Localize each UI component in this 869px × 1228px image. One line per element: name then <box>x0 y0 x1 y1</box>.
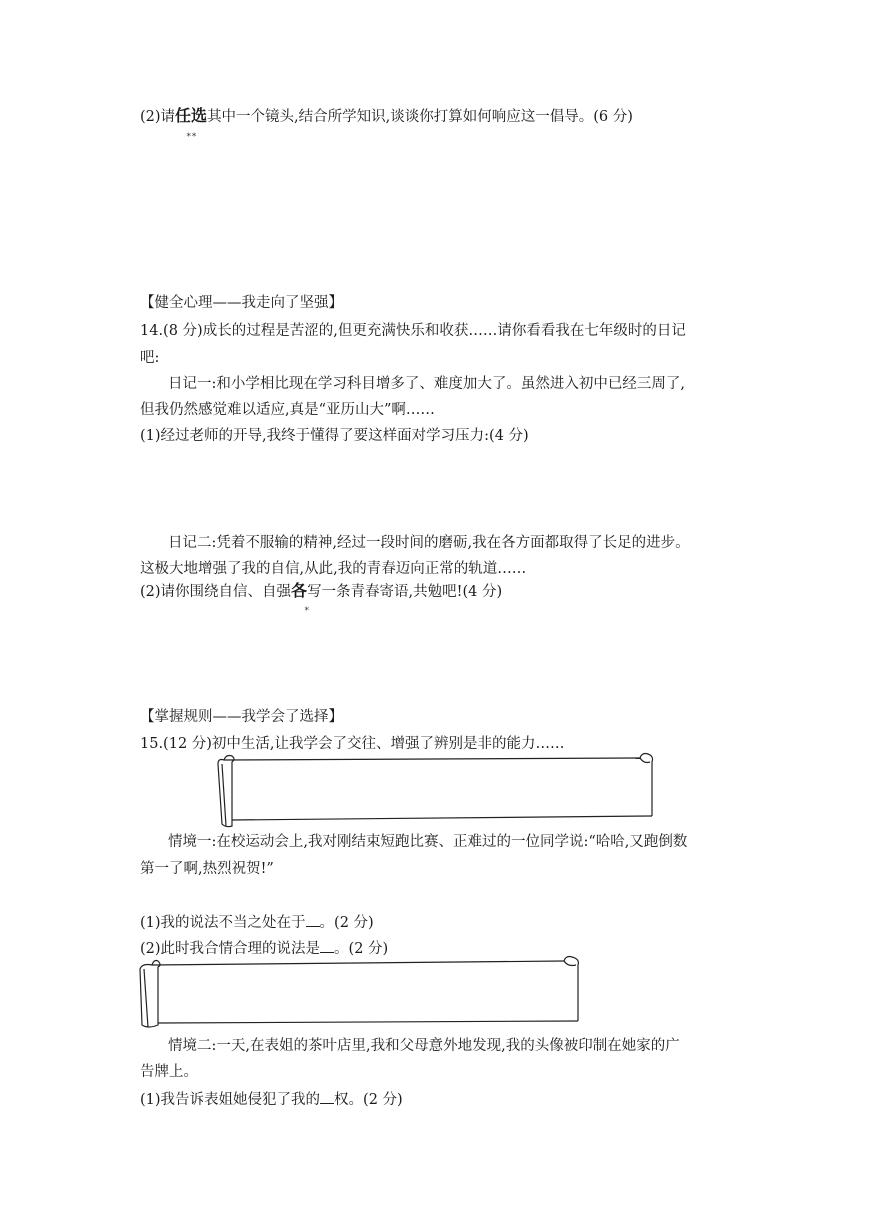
section-heading-psychology: 【健全心理——我走向了坚强】 <box>140 295 343 311</box>
q15-stem: 15.(12 分)初中生活,让我学会了交往、增强了辨别是非的能力…… <box>140 736 565 752</box>
diary2-line2: 这极大地增强了我的自信,从此,我的青春迈向正常的轨道…… <box>140 561 527 577</box>
q14-part1: (1)经过老师的开导,我终于懂得了要这样面对学习压力:(4 分) <box>140 428 529 444</box>
emphasis-dots: ** <box>186 132 197 142</box>
scene2-line1: 情境二:一天,在表姐的茶叶店里,我和父母意外地发现,我的头像被印制在她家的广 <box>168 1038 680 1054</box>
scroll-banner <box>212 750 658 830</box>
emphasis-text: 任选 <box>175 106 208 125</box>
scene1-q2: (2)此时我合情合理的说法是 。(2 分) <box>140 937 388 959</box>
answer-blank[interactable] <box>320 1088 334 1104</box>
q14-stem-line2: 吧: <box>140 350 160 366</box>
diary1-line1: 日记一:和小学相比现在学习科目增多了、难度加大了。虽然进入初中已经三周了, <box>168 376 685 392</box>
scene2-line2: 告牌上。 <box>140 1064 198 1080</box>
answer-blank[interactable] <box>320 937 334 953</box>
q13-part2: (2)请任选其中一个镜头,结合所学知识,谈谈你打算如何响应这一倡导。(6 分) <box>140 106 633 125</box>
scroll-banner <box>136 953 584 1033</box>
diary1-line2: 但我仍然感觉难以适应,真是“亚历山大”啊…… <box>140 402 435 418</box>
scene2-q1: (1)我告诉表姐她侵犯了我的 权。(2 分) <box>140 1088 403 1110</box>
emphasis-dot: * <box>304 606 310 616</box>
q14-part2: (2)请你围绕自信、自强各写一条青春寄语,共勉吧!(4 分) <box>140 581 503 600</box>
scene1-q1: (1)我的说法不当之处在于 。(2 分) <box>140 911 374 933</box>
emphasis-text: 各 <box>291 581 308 600</box>
diary2-line1: 日记二:凭着不服输的精神,经过一段时间的磨砺,我在各方面都取得了长足的进步。 <box>168 535 690 551</box>
section-heading-rules: 【掌握规则——我学会了选择】 <box>140 709 343 725</box>
q14-stem-line1: 14.(8 分)成长的过程是苦涩的,但更充满快乐和收获……请你看看我在七年级时的日记 <box>140 323 686 339</box>
scene1-line1: 情境一:在校运动会上,我对刚结束短跑比赛、正难过的一位同学说:“哈哈,又跑倒数 <box>168 834 688 850</box>
answer-blank[interactable] <box>306 911 320 927</box>
scene1-line2: 第一了啊,热烈祝贺!” <box>140 861 274 877</box>
